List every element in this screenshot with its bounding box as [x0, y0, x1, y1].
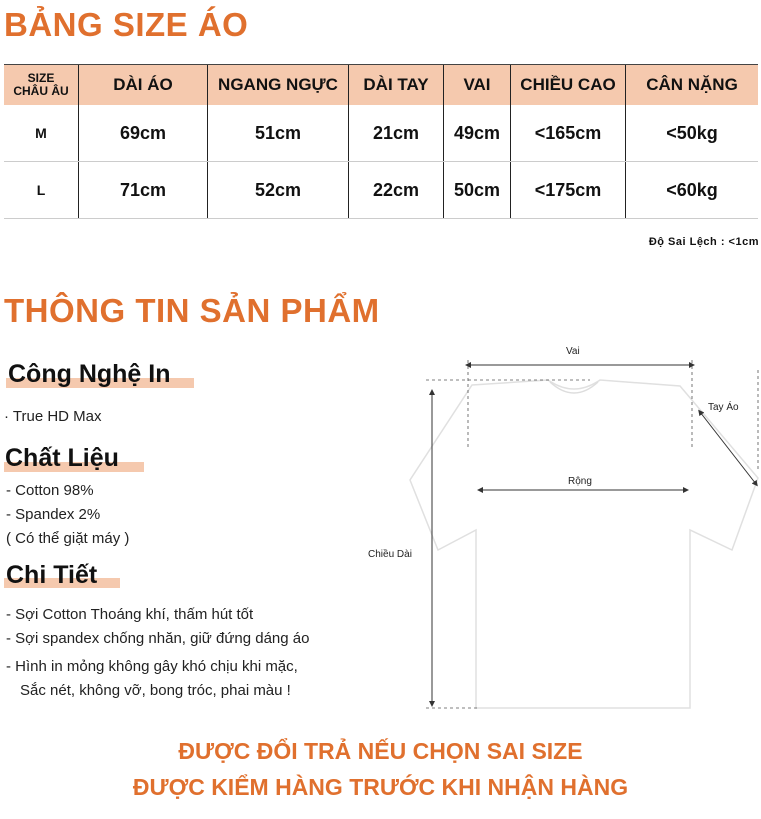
cell: 69cm: [79, 105, 208, 162]
row-size: M: [4, 105, 79, 162]
header-col: DÀI ÁO: [79, 65, 208, 106]
list-item: - Spandex 2%: [6, 506, 101, 523]
cell: 51cm: [208, 105, 349, 162]
label-sleeve: Tay Áo: [708, 402, 739, 413]
cell: 71cm: [79, 162, 208, 219]
cell: 50cm: [444, 162, 511, 219]
table-row: [4, 105, 758, 162]
cell: 49cm: [444, 105, 511, 162]
header-col: NGANG NGỰC: [208, 65, 349, 106]
header-col: CÂN NẶNG: [626, 65, 759, 106]
section-heading-detail: Chi Tiết: [6, 561, 98, 589]
list-item: · True HD Max: [4, 408, 102, 425]
label-length: Chiều Dài: [368, 549, 412, 560]
footer-inspection-policy: ĐƯỢC KIỂM HÀNG TRƯỚC KHI NHẬN HÀNG: [132, 774, 629, 800]
header-col: VAI: [444, 65, 511, 106]
tshirt-diagram: [360, 340, 760, 720]
product-info-title: THÔNG TIN SẢN PHẨM: [4, 292, 380, 329]
size-chart-title: BẢNG SIZE ÁO: [4, 6, 249, 43]
list-item: - Hình in mỏng không gây khó chịu khi mặc,: [6, 658, 298, 675]
list-item: - Sợi spandex chống nhăn, giữ đứng dáng áo: [6, 630, 310, 647]
list-item: - Sợi Cotton Thoáng khí, thấm hút tốt: [6, 606, 254, 623]
table-row: [4, 162, 758, 219]
footer-return-policy: ĐƯỢC ĐỔI TRẢ NẾU CHỌN SAI SIZE: [178, 738, 583, 764]
tshirt-shape: [410, 380, 758, 708]
header-col: DÀI TAY: [349, 65, 444, 106]
list-item: ( Có thể giặt máy ): [6, 530, 130, 547]
cell: <50kg: [626, 105, 759, 162]
cell: 22cm: [349, 162, 444, 219]
list-item: - Cotton 98%: [6, 482, 94, 499]
cell: <165cm: [511, 105, 626, 162]
cell: 52cm: [208, 162, 349, 219]
header-size: SIZE CHÂU ÂU: [4, 65, 79, 106]
cell: <60kg: [626, 162, 759, 219]
size-table-header: [4, 65, 758, 106]
section-heading-material: Chất Liệu: [5, 444, 119, 472]
list-item: Sắc nét, không vỡ, bong tróc, phai màu !: [20, 682, 291, 699]
header-col: CHIỀU CAO: [511, 65, 626, 106]
label-shoulder: Vai: [566, 346, 580, 357]
tolerance-note: Độ Sai Lệch : <1cm: [648, 236, 759, 248]
size-table: [4, 64, 758, 219]
row-size: L: [4, 162, 79, 219]
label-chest: Rộng: [568, 476, 592, 487]
section-heading-print: Công Nghệ In: [8, 360, 171, 388]
cell: 21cm: [349, 105, 444, 162]
cell: <175cm: [511, 162, 626, 219]
